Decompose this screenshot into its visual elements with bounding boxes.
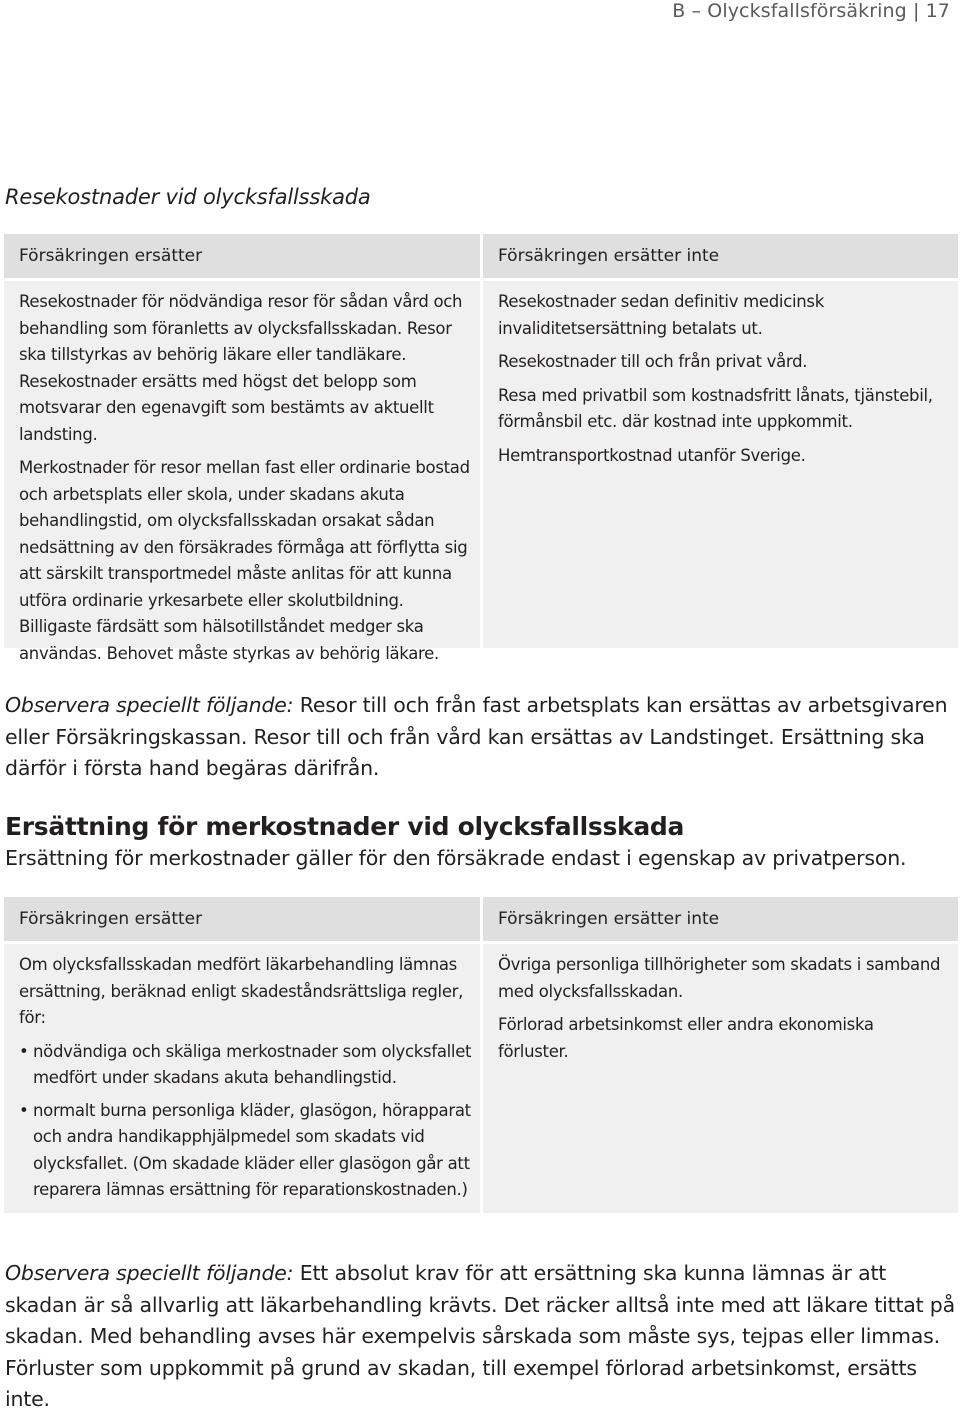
note-lead: Observera speciellt följande: [5, 693, 294, 717]
table-cell-not-covers [498, 289, 948, 476]
note-text: Ett absolut krav för att ersättning ska kunna lämnas är att skadan är så allvarlig att läkarbehandling krävts. Det räcker alltså inte med att läkare tittat på skadan. Med behandling avses här exempelvis sårskada som måste sys, tejpas eller limmas. Förluster som uppkommit på grund av skadan, till exempel förlorad arbetsinkomst, ersätts inte. [5, 1261, 955, 1411]
table-header-not-covers: Försäkringen ersätter inte [483, 897, 958, 941]
not-covers-paragraph-2: Förlorad arbetsinkomst eller andra ekonomiska förluster. [498, 1015, 874, 1061]
list-item: • normalt burna personliga kläder, glasögon, hörapparat och andra handikapphjälpmedel som skadats vid olycksfallet. (Om skadade kläder eller glasögon går att reparera lämnas ersättning för reparationskostnaden.) [19, 1098, 474, 1204]
table-column-divider [480, 234, 483, 648]
table-header-covers: Försäkringen ersätter [4, 234, 480, 278]
covers-paragraph-1: Resekostnader för nödvändiga resor för sådan vård och behandling som föranletts av olycksfallsskadan. Resor ska tillstyrkas av behörig läkare eller tandläkare. Resekostnader ersätts med högst det belopp som motsvarar den egenavgift som bestämts av aktuellt landsting. [19, 292, 463, 444]
coverage-table-extra-costs [4, 897, 958, 1213]
note-travel [5, 690, 955, 785]
note-extra-costs [5, 1258, 955, 1416]
not-covers-paragraph-4: Hemtransportkostnad utanför Sverige. [498, 445, 806, 465]
running-head: B – Olycksfallsförsäkring | 17 [672, 0, 950, 22]
note-text: Resor till och från fast arbetsplats kan ersättas av arbetsgivaren eller Försäkringskassan. Resor till och från vård kan ersättas av Landstinget. Ersättning ska därför i första hand begäras därifrån. [5, 693, 948, 780]
table-cell-covers [19, 289, 474, 674]
note-lead: Observera speciellt följande: [5, 1261, 294, 1285]
table-column-divider [480, 897, 483, 1213]
section-title-extra-costs: Ersättning för merkostnader vid olycksfallsskada [5, 812, 685, 841]
coverage-table-travel [4, 234, 958, 663]
table-header-covers: Försäkringen ersätter [4, 897, 480, 941]
covers-paragraph-2: Merkostnader för resor mellan fast eller ordinarie bostad och arbetsplats eller skola, under skadans akuta behandlingstid, om olycksfallsskadan orsakat sådan nedsättning av den försäkrades förmåga att förflytta sig att särskilt transportmedel måste anlitas för att kunna utföra ordinarie yrkesarbete eller skolutbildning. Billigaste färdsätt som hälsotillståndet medger ska användas. Behovet måste styrkas av behörig läkare. [19, 458, 470, 663]
not-covers-paragraph-1: Övriga personliga tillhörigheter som skadats i samband med olycksfallsskadan. [498, 955, 941, 1001]
not-covers-paragraph-2: Resekostnader till och från privat vård. [498, 352, 808, 371]
list-item: • nödvändiga och skäliga merkostnader som olycksfallet medfört under skadans akuta behandlingstid. [19, 1039, 474, 1092]
not-covers-paragraph-3: Resa med privatbil som kostnadsfritt lånats, tjänstebil, förmånsbil etc. där kostnad inte uppkommit. [498, 385, 933, 431]
section-title-travel-costs: Resekostnader vid olycksfallsskada [5, 185, 371, 209]
covers-intro: Om olycksfallsskadan medfört läkarbehandling lämnas ersättning, beräknad enligt skadeståndsrättsliga regler, för: [19, 955, 464, 1027]
section-subtitle-extra-costs: Ersättning för merkostnader gäller för den försäkrade endast i egenskap av privatperson. [5, 846, 907, 870]
not-covers-paragraph-1: Resekostnader sedan definitiv medicinsk invaliditetsersättning betalats ut. [498, 292, 824, 338]
covers-list [19, 1039, 474, 1204]
table-cell-not-covers [498, 952, 948, 1072]
table-cell-covers [19, 952, 474, 1210]
table-header-not-covers: Försäkringen ersätter inte [483, 234, 958, 278]
